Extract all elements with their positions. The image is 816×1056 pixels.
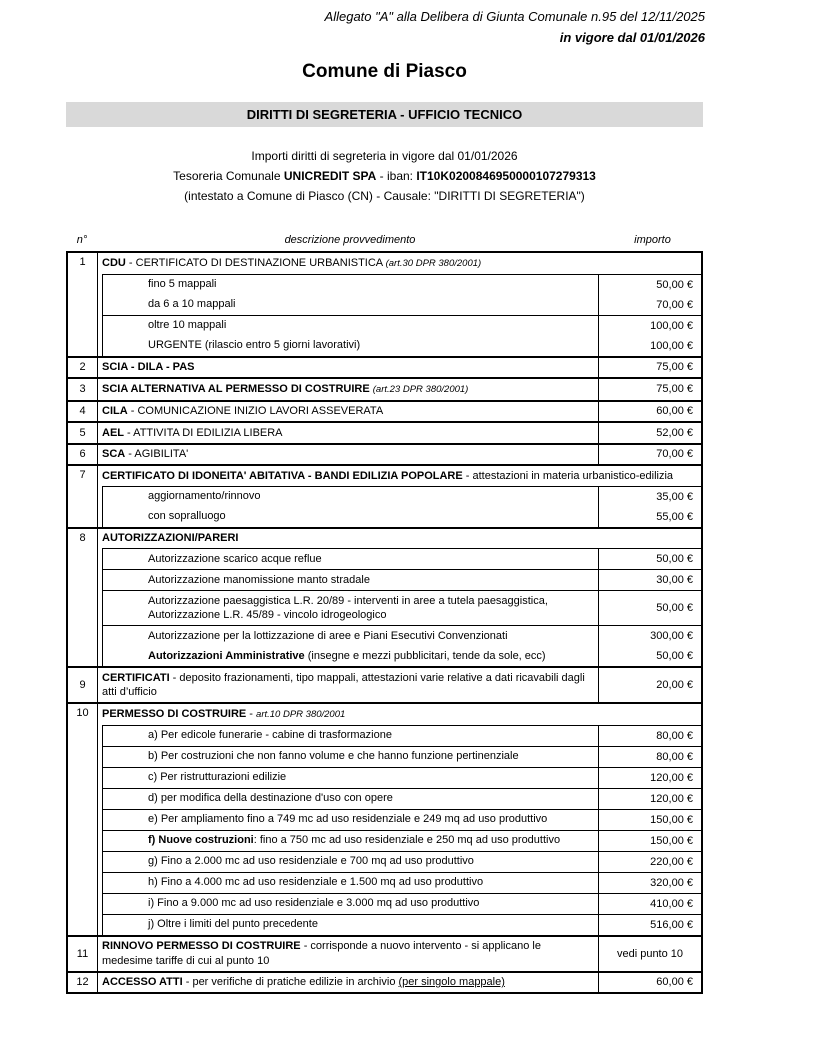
row-desc	[98, 668, 598, 702]
sub-row-desc	[103, 810, 598, 830]
row-desc	[98, 445, 598, 465]
sub-row	[103, 894, 701, 914]
row-number: 5	[68, 423, 98, 443]
sub-row-desc	[103, 768, 598, 788]
column-header-descrizione: descrizione provvedimento	[284, 234, 416, 246]
sub-row-importo: 50,00 €	[598, 549, 701, 569]
sub-row-desc	[103, 747, 598, 767]
info-line-importi: Importi diritti di segreteria in vigore dal 01/01/2026	[251, 149, 518, 163]
sub-row-desc	[103, 336, 598, 356]
text-run: Autorizzazione scarico acque reflue	[148, 552, 322, 565]
table-row	[68, 421, 701, 443]
sub-row	[103, 646, 701, 666]
text-run: a) Per edicole funerarie - cabine di trasformazione	[148, 729, 392, 742]
sub-row-group	[102, 788, 701, 809]
sub-row-importo: 80,00 €	[598, 726, 701, 746]
text-run: Tesoreria Comunale	[173, 169, 284, 183]
sub-row	[103, 316, 701, 336]
section-title-band: DIRITTI DI SEGRETERIA - UFFICIO TECNICO	[66, 102, 703, 127]
row-number: 3	[68, 379, 98, 400]
sub-row-desc	[103, 507, 598, 527]
sub-row-desc	[103, 570, 598, 590]
sub-row-importo: 120,00 €	[598, 789, 701, 809]
row-body	[98, 402, 701, 422]
sub-row-desc	[103, 873, 598, 893]
text-run: h) Fino a 4.000 mc ad uso residenziale e 1.500 mq ad uso produttivo	[148, 876, 484, 889]
row-body	[98, 973, 701, 993]
text-run: (art.30 DPR 380/2001)	[385, 257, 482, 269]
text-run: SCA	[102, 448, 126, 460]
row-desc	[98, 973, 598, 993]
text-run: - COMUNICAZIONE INIZIO LAVORI ASSEVERATA	[127, 405, 384, 417]
row-number: 1	[68, 253, 98, 356]
sub-row-group	[102, 851, 701, 872]
text-run: ACCESSO ATTI	[102, 976, 183, 988]
table-row	[68, 377, 701, 400]
sub-row-importo: 300,00 €	[598, 626, 701, 646]
text-run: art.10 DPR 380/2001	[256, 708, 346, 720]
text-run: : fino a 750 mc ad uso residenziale e 250 mq ad uso produttivo	[253, 834, 561, 847]
sub-row-desc	[103, 789, 598, 809]
text-run: Autorizzazione paesaggistica L.R. 20/89 - interventi in aree a tutela paesaggistica, Autorizzazione L.R. 45/89 - vincolo idrogeologico	[148, 594, 548, 621]
info-line-causale: (intestato a Comune di Piasco (CN) - Causale: "DIRITTI DI SEGRETERIA")	[184, 189, 585, 203]
sub-row-group	[102, 486, 701, 527]
sub-row	[103, 591, 701, 625]
row-importo: 52,00 €	[598, 423, 701, 443]
row-number: 10	[68, 704, 98, 935]
sub-row-importo: 55,00 €	[598, 507, 701, 527]
sub-row-importo: 100,00 €	[598, 336, 701, 356]
text-run: - corrisponde a nuovo intervento - si applicano le medesime tariffe di cui al punto 10	[102, 940, 541, 967]
text-run: IT10K0200846950000107279313	[416, 169, 596, 183]
text-run: f) Nuove costruzioni	[148, 834, 254, 847]
text-run: c) Per ristrutturazioni edilizie	[148, 771, 287, 784]
sub-row	[103, 915, 701, 935]
row-desc	[98, 423, 598, 443]
row-body	[98, 423, 701, 443]
text-run: aggiornamento/rinnovo	[148, 490, 261, 503]
table-row	[68, 356, 701, 378]
text-run: (per singolo mappale)	[398, 976, 505, 988]
text-run: oltre 10 mappali	[148, 319, 227, 332]
table-row	[68, 935, 701, 971]
sub-row-desc	[103, 487, 598, 507]
row-desc	[98, 402, 598, 422]
row-importo: 75,00 €	[598, 358, 701, 378]
column-header-numero: n°	[76, 234, 88, 246]
row-number: 6	[68, 445, 98, 465]
effective-date-line: in vigore dal 01/01/2026	[559, 30, 705, 45]
sub-row-desc	[103, 295, 598, 315]
text-run: e) Per ampliamento fino a 749 mc ad uso residenziale e 249 mq ad uso produttivo	[148, 813, 548, 826]
row-importo: 70,00 €	[598, 445, 701, 465]
allegato-reference-line: Allegato "A" alla Delibera di Giunta Comunale n.95 del 12/11/2025	[324, 9, 705, 24]
text-run: AUTORIZZAZIONI/PARERI	[102, 532, 239, 544]
row-body	[98, 937, 701, 971]
text-run: - iban:	[376, 169, 417, 183]
text-run: RINNOVO PERMESSO DI COSTRUIRE	[102, 940, 301, 952]
sub-row-importo: 120,00 €	[598, 768, 701, 788]
sub-row	[103, 275, 701, 295]
text-run: g) Fino a 2.000 mc ad uso residenziale e 700 mq ad uso produttivo	[148, 855, 474, 868]
sub-row-desc	[103, 646, 598, 666]
sub-row	[103, 873, 701, 893]
sub-row-importo: 410,00 €	[598, 894, 701, 914]
table-row	[68, 464, 701, 527]
row-importo: 20,00 €	[598, 668, 701, 702]
text-run: da 6 a 10 mappali	[148, 298, 236, 311]
sub-row-importo: 320,00 €	[598, 873, 701, 893]
table-row	[68, 971, 701, 993]
text-run: Autorizzazioni Amministrative	[148, 649, 305, 662]
row-number: 12	[68, 973, 98, 993]
table-row	[68, 400, 701, 422]
row-number: 8	[68, 529, 98, 667]
row-group-header	[98, 704, 701, 725]
text-run: -	[246, 707, 257, 720]
table-row	[68, 527, 701, 667]
row-body	[98, 668, 701, 702]
text-run: - attestazioni in materia urbanistico-edilizia	[462, 469, 674, 482]
text-run: - CERTIFICATO DI DESTINAZIONE URBANISTICA	[125, 256, 386, 269]
sub-row	[103, 295, 701, 315]
sub-row	[103, 747, 701, 767]
text-run: (art.23 DPR 380/2001)	[372, 383, 469, 395]
text-run: AEL	[102, 426, 124, 439]
table-row	[68, 443, 701, 465]
sub-row	[103, 570, 701, 590]
text-run: CERTIFICATO DI IDONEITA' ABITATIVA - BANDI EDILIZIA POPOLARE	[102, 469, 463, 482]
sub-row-group	[102, 872, 701, 893]
info-line-tesoreria	[66, 169, 703, 183]
sub-row-importo: 80,00 €	[598, 747, 701, 767]
row-importo: vedi punto 10	[598, 937, 701, 971]
sub-row-group	[102, 569, 701, 590]
sub-row-desc	[103, 275, 598, 295]
text-run: UNICREDIT SPA	[283, 169, 377, 183]
row-number: 9	[68, 668, 98, 702]
sub-row-importo: 50,00 €	[598, 275, 701, 295]
sub-row-desc	[103, 316, 598, 336]
text-run: b) Per costruzioni che non fanno volume e che hanno funzione pertinenziale	[148, 750, 519, 763]
sub-row-desc	[103, 549, 598, 569]
text-run: CILA	[102, 405, 128, 417]
sub-row-group	[102, 625, 701, 666]
sub-row-group	[102, 830, 701, 851]
sub-row	[103, 831, 701, 851]
row-body	[98, 704, 701, 935]
text-run: URGENTE (rilascio entro 5 giorni lavorativi)	[148, 339, 361, 352]
row-group-header	[98, 466, 701, 486]
text-run: i) Fino a 9.000 mc ad uso residenziale e 3.000 mq ad uso produttivo	[148, 897, 480, 910]
sub-row	[103, 852, 701, 872]
sub-row-importo: 50,00 €	[598, 646, 701, 666]
sub-row-importo: 35,00 €	[598, 487, 701, 507]
row-importo: 60,00 €	[598, 973, 701, 993]
sub-row	[103, 626, 701, 646]
sub-row-desc	[103, 591, 598, 625]
row-desc	[98, 379, 598, 400]
sub-row-importo: 220,00 €	[598, 852, 701, 872]
table-row	[68, 666, 701, 702]
sub-row-importo: 50,00 €	[598, 591, 701, 625]
row-body	[98, 529, 701, 667]
row-importo: 75,00 €	[598, 379, 701, 400]
row-body	[98, 379, 701, 400]
sub-row-desc	[103, 894, 598, 914]
row-number: 11	[68, 937, 98, 971]
sub-row	[103, 789, 701, 809]
text-run: - deposito frazionamenti, tipo mappali, attestazioni varie relative a dati ricavabili dagli atti d’ufficio	[102, 671, 585, 698]
text-run: (insegne e mezzi pubblicitari, tende da sole, ecc)	[304, 649, 546, 662]
text-run: con sopralluogo	[148, 510, 226, 523]
sub-row-group	[102, 767, 701, 788]
sub-row-importo: 30,00 €	[598, 570, 701, 590]
row-body	[98, 253, 701, 356]
row-body	[98, 358, 701, 378]
fees-table	[66, 251, 703, 994]
sub-row	[103, 549, 701, 569]
row-importo: 60,00 €	[598, 402, 701, 422]
sub-row-desc	[103, 831, 598, 851]
text-run: SCIA - DILA - PAS	[102, 361, 195, 373]
text-run: - per verifiche di pratiche edilizie in archivio	[182, 976, 399, 988]
row-number: 4	[68, 402, 98, 422]
text-run: - AGIBILITA'	[125, 448, 189, 460]
sub-row	[103, 768, 701, 788]
sub-row-importo: 70,00 €	[598, 295, 701, 315]
text-run: PERMESSO DI COSTRUIRE	[102, 707, 247, 720]
row-number: 7	[68, 466, 98, 527]
row-body	[98, 445, 701, 465]
sub-row-group	[102, 725, 701, 746]
text-run: Autorizzazione manomissione manto stradale	[148, 573, 370, 586]
sub-row-desc	[103, 915, 598, 935]
sub-row	[103, 726, 701, 746]
sub-row	[103, 507, 701, 527]
sub-row	[103, 487, 701, 507]
table-row	[68, 253, 701, 356]
sub-row-importo: 516,00 €	[598, 915, 701, 935]
row-desc	[98, 937, 598, 971]
sub-row-group	[102, 315, 701, 356]
sub-row-desc	[103, 626, 598, 646]
row-desc	[98, 358, 598, 378]
sub-row-group	[102, 746, 701, 767]
sub-row-importo: 150,00 €	[598, 831, 701, 851]
row-body	[98, 466, 701, 527]
sub-row-group	[102, 590, 701, 625]
row-group-header	[98, 253, 701, 274]
sub-row-group	[102, 914, 701, 935]
sub-row-group	[102, 274, 701, 315]
sub-row-group	[102, 809, 701, 830]
text-run: CDU	[102, 256, 126, 269]
sub-row-importo: 100,00 €	[598, 316, 701, 336]
text-run: j) Oltre i limiti del punto precedente	[148, 918, 318, 931]
column-header-importo: importo	[634, 234, 671, 246]
sub-row	[103, 336, 701, 356]
sub-row-desc	[103, 726, 598, 746]
text-run: fino 5 mappali	[148, 278, 217, 291]
page-title: Comune di Piasco	[302, 61, 467, 82]
table-row	[68, 702, 701, 935]
text-run: SCIA ALTERNATIVA AL PERMESSO DI COSTRUIRE	[102, 382, 370, 395]
sub-row	[103, 810, 701, 830]
sub-row-importo: 150,00 €	[598, 810, 701, 830]
text-run: CERTIFICATI	[102, 671, 170, 684]
sub-row-group	[102, 893, 701, 914]
row-group-header	[98, 529, 701, 549]
sub-row-desc	[103, 852, 598, 872]
sub-row-group	[102, 548, 701, 569]
text-run: Autorizzazione per la lottizzazione di aree e Piani Esecutivi Convenzionati	[148, 629, 508, 642]
text-run: d) per modifica della destinazione d'uso con opere	[148, 792, 393, 805]
text-run: - ATTIVITA DI EDILIZIA LIBERA	[124, 426, 283, 439]
row-number: 2	[68, 358, 98, 378]
